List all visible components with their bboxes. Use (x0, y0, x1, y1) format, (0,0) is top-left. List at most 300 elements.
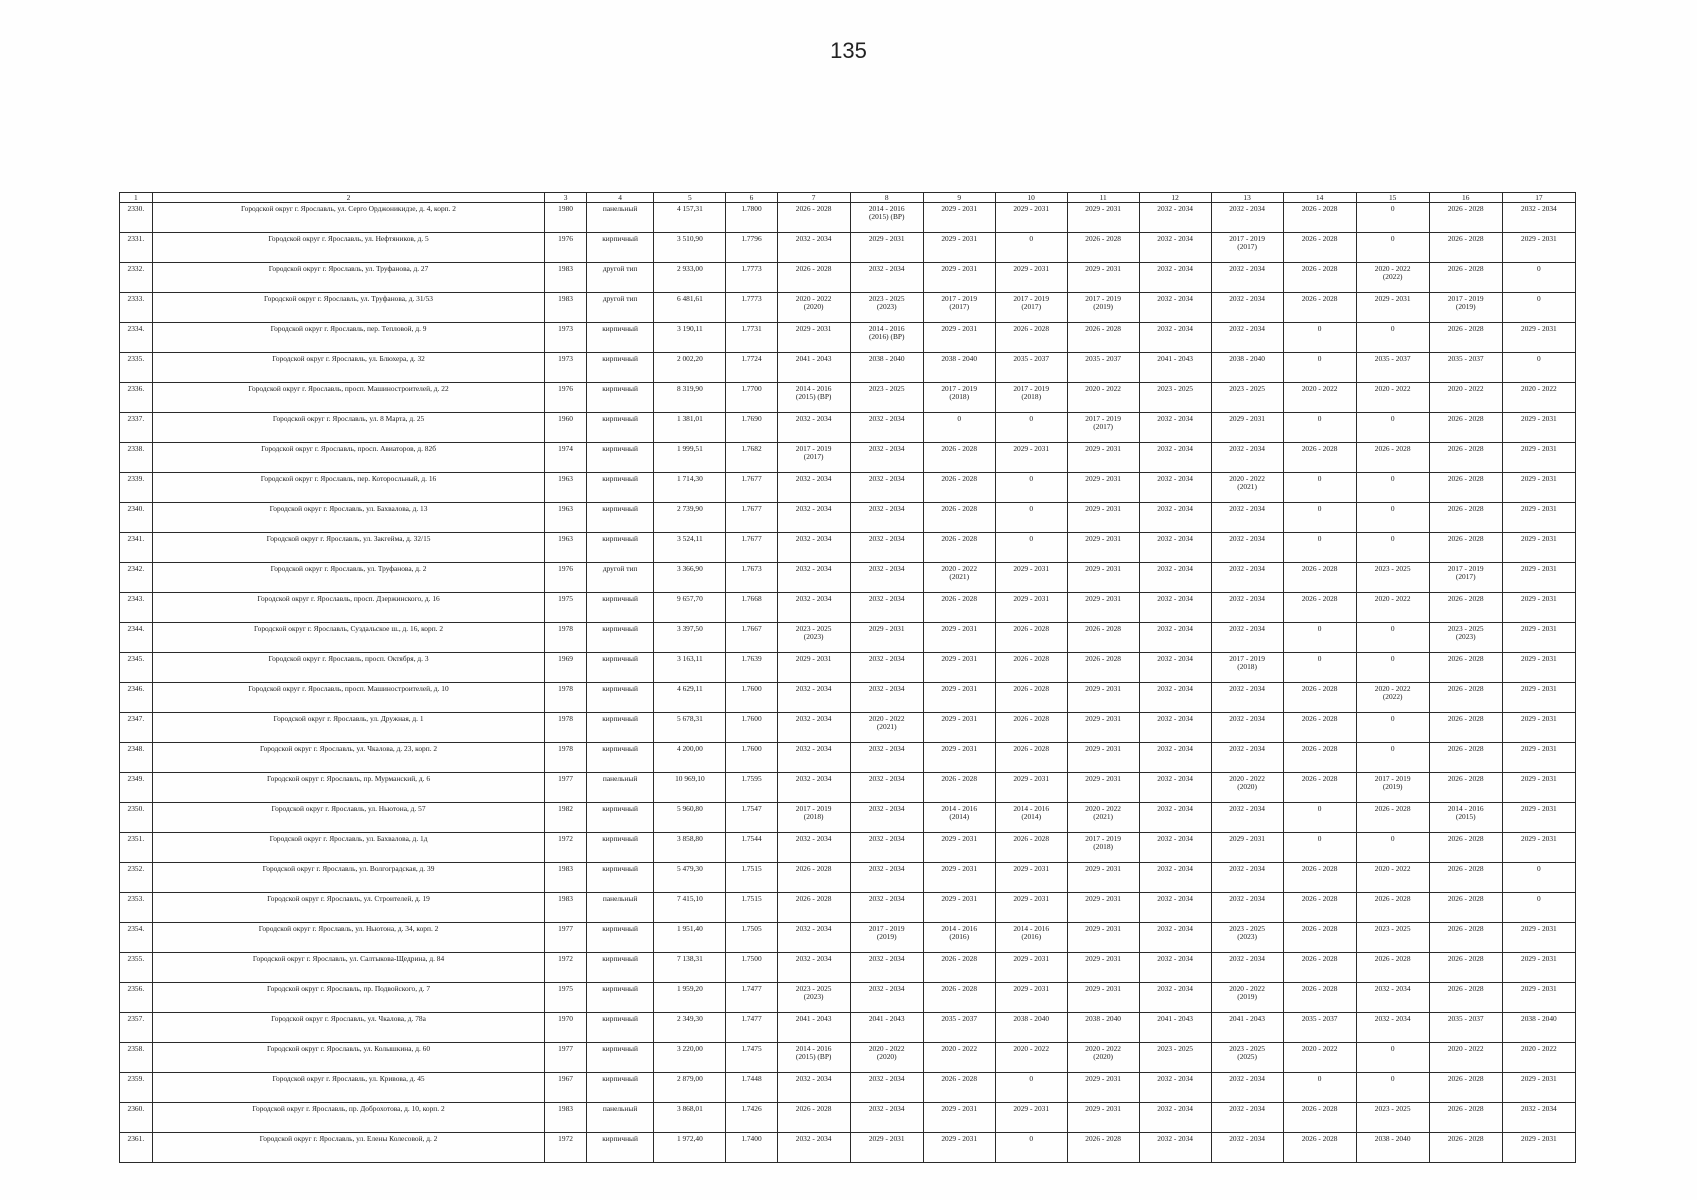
wall-material-cell: кирпичный (586, 473, 654, 503)
repair-period-cell-col-15: 0 (1356, 503, 1429, 533)
priority-coefficient-cell: 1.7800 (726, 203, 777, 233)
priority-coefficient-cell: 1.7600 (726, 713, 777, 743)
repair-period-cell-col-11: 2029 - 2031 (1067, 773, 1139, 803)
column-number-header: 12 (1139, 193, 1211, 203)
repair-period-cell-col-10: 2026 - 2028 (995, 683, 1067, 713)
build-year-cell: 1967 (545, 1073, 586, 1103)
repair-period-cell-col-16: 2026 - 2028 (1429, 1073, 1502, 1103)
wall-material-cell: другой тип (586, 263, 654, 293)
address-cell: Городской округ г. Ярославль, ул. Труфанова, д. 2 (152, 563, 545, 593)
wall-material-cell: кирпичный (586, 383, 654, 413)
repair-period-cell-col-12: 2032 - 2034 (1139, 293, 1211, 323)
table-row (120, 983, 1576, 1013)
build-year-cell: 1977 (545, 923, 586, 953)
repair-period-cell-col-7: 2029 - 2031 (777, 653, 850, 683)
repair-period-cell-col-11: 2029 - 2031 (1067, 893, 1139, 923)
repair-period-cell-col-12: 2032 - 2034 (1139, 563, 1211, 593)
repair-period-cell-col-13: 2023 - 2025 (1211, 383, 1283, 413)
repair-period-cell-col-17: 2032 - 2034 (1502, 1103, 1575, 1133)
wall-material-cell: панельный (586, 203, 654, 233)
repair-period-cell-col-16: 2026 - 2028 (1429, 323, 1502, 353)
repair-period-cell-col-16: 2026 - 2028 (1429, 923, 1502, 953)
row-number-cell: 2334. (120, 323, 153, 353)
repair-period-cell-col-12: 2032 - 2034 (1139, 473, 1211, 503)
repair-period-cell-col-8: 2023 - 2025 (850, 383, 923, 413)
priority-coefficient-cell: 1.7700 (726, 383, 777, 413)
address-cell: Городской округ г. Ярославль, ул. Салтыкова-Щедрина, д. 84 (152, 953, 545, 983)
repair-period-cell-col-9: 2038 - 2040 (923, 353, 995, 383)
repair-period-cell-col-11: 2029 - 2031 (1067, 863, 1139, 893)
repair-period-cell-col-11: 2029 - 2031 (1067, 953, 1139, 983)
column-number-header: 6 (726, 193, 777, 203)
repair-period-cell-col-14: 0 (1283, 413, 1356, 443)
repair-period-cell-col-16: 2026 - 2028 (1429, 743, 1502, 773)
repair-period-cell-col-11: 2029 - 2031 (1067, 203, 1139, 233)
repair-period-cell-col-10: 2029 - 2031 (995, 593, 1067, 623)
total-area-cell: 5 678,31 (654, 713, 726, 743)
repair-period-cell-col-14: 2026 - 2028 (1283, 203, 1356, 233)
address-cell: Городской округ г. Ярославль, ул. Блюхера, д. 32 (152, 353, 545, 383)
repair-period-cell-col-17: 2020 - 2022 (1502, 1043, 1575, 1073)
repair-period-cell-col-15: 2035 - 2037 (1356, 353, 1429, 383)
repair-period-cell-col-12: 2032 - 2034 (1139, 803, 1211, 833)
total-area-cell: 2 002,20 (654, 353, 726, 383)
address-cell: Городской округ г. Ярославль, ул. Строителей, д. 19 (152, 893, 545, 923)
repair-period-cell-col-17: 2029 - 2031 (1502, 473, 1575, 503)
repair-period-cell-col-12: 2032 - 2034 (1139, 443, 1211, 473)
repair-period-cell-col-7: 2026 - 2028 (777, 263, 850, 293)
repair-period-cell-col-8: 2032 - 2034 (850, 893, 923, 923)
repair-period-cell-col-15: 2023 - 2025 (1356, 1103, 1429, 1133)
repair-period-cell-col-11: 2020 - 2022 (2020) (1067, 1043, 1139, 1073)
repair-period-cell-col-15: 2032 - 2034 (1356, 1013, 1429, 1043)
wall-material-cell: кирпичный (586, 623, 654, 653)
repair-period-cell-col-14: 2026 - 2028 (1283, 1133, 1356, 1163)
repair-period-cell-col-13: 2020 - 2022 (2020) (1211, 773, 1283, 803)
repair-period-cell-col-16: 2026 - 2028 (1429, 263, 1502, 293)
address-cell: Городской округ г. Ярославль, просп. Дзержинского, д. 16 (152, 593, 545, 623)
column-number-header: 14 (1283, 193, 1356, 203)
repair-period-cell-col-14: 2026 - 2028 (1283, 773, 1356, 803)
wall-material-cell: кирпичный (586, 923, 654, 953)
repair-period-cell-col-9: 2029 - 2031 (923, 713, 995, 743)
repair-period-cell-col-8: 2017 - 2019 (2019) (850, 923, 923, 953)
repair-period-cell-col-13: 2032 - 2034 (1211, 953, 1283, 983)
repair-period-cell-col-7: 2029 - 2031 (777, 323, 850, 353)
wall-material-cell: кирпичный (586, 503, 654, 533)
repair-period-cell-col-9: 2029 - 2031 (923, 623, 995, 653)
address-cell: Городской округ г. Ярославль, ул. Бахвалова, д. 1д (152, 833, 545, 863)
repair-period-cell-col-15: 2026 - 2028 (1356, 803, 1429, 833)
priority-coefficient-cell: 1.7677 (726, 503, 777, 533)
repair-period-cell-col-7: 2026 - 2028 (777, 203, 850, 233)
wall-material-cell: кирпичный (586, 353, 654, 383)
table-row (120, 563, 1576, 593)
repair-period-cell-col-14: 2026 - 2028 (1283, 293, 1356, 323)
total-area-cell: 1 381,01 (654, 413, 726, 443)
total-area-cell: 3 510,90 (654, 233, 726, 263)
repair-period-cell-col-10: 2026 - 2028 (995, 323, 1067, 353)
table-row (120, 713, 1576, 743)
repair-period-cell-col-7: 2020 - 2022 (2020) (777, 293, 850, 323)
repair-period-cell-col-10: 2035 - 2037 (995, 353, 1067, 383)
repair-period-cell-col-16: 2026 - 2028 (1429, 893, 1502, 923)
repair-period-cell-col-17: 2029 - 2031 (1502, 923, 1575, 953)
priority-coefficient-cell: 1.7668 (726, 593, 777, 623)
repair-period-cell-col-11: 2029 - 2031 (1067, 1103, 1139, 1133)
repair-period-cell-col-17: 2029 - 2031 (1502, 443, 1575, 473)
row-number-cell: 2333. (120, 293, 153, 323)
repair-period-cell-col-14: 2026 - 2028 (1283, 1103, 1356, 1133)
address-cell: Городской округ г. Ярославль, Суздальское ш., д. 16, корп. 2 (152, 623, 545, 653)
repair-period-cell-col-10: 2029 - 2031 (995, 893, 1067, 923)
repair-period-cell-col-10: 0 (995, 503, 1067, 533)
repair-period-cell-col-10: 2017 - 2019 (2017) (995, 293, 1067, 323)
repair-period-cell-col-9: 2029 - 2031 (923, 263, 995, 293)
repair-period-cell-col-7: 2032 - 2034 (777, 743, 850, 773)
repair-period-cell-col-7: 2014 - 2016 (2015) (ВР) (777, 383, 850, 413)
repair-period-cell-col-14: 0 (1283, 1073, 1356, 1103)
build-year-cell: 1975 (545, 983, 586, 1013)
wall-material-cell: кирпичный (586, 233, 654, 263)
repair-period-cell-col-17: 0 (1502, 353, 1575, 383)
priority-coefficient-cell: 1.7667 (726, 623, 777, 653)
priority-coefficient-cell: 1.7673 (726, 563, 777, 593)
repair-period-cell-col-11: 2020 - 2022 (2021) (1067, 803, 1139, 833)
repair-period-cell-col-11: 2029 - 2031 (1067, 713, 1139, 743)
repair-period-cell-col-13: 2032 - 2034 (1211, 203, 1283, 233)
row-number-cell: 2347. (120, 713, 153, 743)
repair-period-cell-col-16: 2026 - 2028 (1429, 833, 1502, 863)
repair-period-cell-col-13: 2032 - 2034 (1211, 1133, 1283, 1163)
column-number-header: 10 (995, 193, 1067, 203)
build-year-cell: 1983 (545, 1103, 586, 1133)
total-area-cell: 10 969,10 (654, 773, 726, 803)
repair-period-cell-col-13: 2032 - 2034 (1211, 1103, 1283, 1133)
address-cell: Городской округ г. Ярославль, ул. 8 Марта, д. 25 (152, 413, 545, 443)
row-number-cell: 2349. (120, 773, 153, 803)
repair-period-cell-col-7: 2026 - 2028 (777, 893, 850, 923)
repair-period-cell-col-12: 2032 - 2034 (1139, 1073, 1211, 1103)
total-area-cell: 4 157,31 (654, 203, 726, 233)
priority-coefficient-cell: 1.7796 (726, 233, 777, 263)
repair-period-cell-col-15: 0 (1356, 533, 1429, 563)
priority-coefficient-cell: 1.7515 (726, 893, 777, 923)
repair-period-cell-col-12: 2032 - 2034 (1139, 203, 1211, 233)
repair-period-cell-col-9: 2014 - 2016 (2016) (923, 923, 995, 953)
repair-period-cell-col-15: 0 (1356, 203, 1429, 233)
repair-period-cell-col-10: 2014 - 2016 (2016) (995, 923, 1067, 953)
repair-period-cell-col-7: 2032 - 2034 (777, 683, 850, 713)
repair-period-cell-col-14: 2026 - 2028 (1283, 953, 1356, 983)
repair-period-cell-col-10: 2029 - 2031 (995, 263, 1067, 293)
total-area-cell: 1 959,20 (654, 983, 726, 1013)
repair-period-cell-col-15: 0 (1356, 233, 1429, 263)
repair-period-cell-col-17: 2029 - 2031 (1502, 503, 1575, 533)
address-cell: Городской округ г. Ярославль, ул. Дружная, д. 1 (152, 713, 545, 743)
repair-period-cell-col-11: 2029 - 2031 (1067, 983, 1139, 1013)
repair-period-cell-col-8: 2032 - 2034 (850, 953, 923, 983)
repair-period-cell-col-16: 2035 - 2037 (1429, 1013, 1502, 1043)
build-year-cell: 1963 (545, 503, 586, 533)
total-area-cell: 3 220,00 (654, 1043, 726, 1073)
total-area-cell: 5 479,30 (654, 863, 726, 893)
table-row (120, 893, 1576, 923)
repair-period-cell-col-10: 2020 - 2022 (995, 1043, 1067, 1073)
table-row (120, 1043, 1576, 1073)
repair-period-cell-col-11: 2029 - 2031 (1067, 263, 1139, 293)
repair-period-cell-col-16: 2026 - 2028 (1429, 713, 1502, 743)
repair-period-cell-col-14: 2026 - 2028 (1283, 983, 1356, 1013)
repair-period-cell-col-10: 2026 - 2028 (995, 833, 1067, 863)
table-row (120, 443, 1576, 473)
repair-period-cell-col-12: 2032 - 2034 (1139, 743, 1211, 773)
priority-coefficient-cell: 1.7477 (726, 1013, 777, 1043)
table-row (120, 353, 1576, 383)
total-area-cell: 2 349,30 (654, 1013, 726, 1043)
address-cell: Городской округ г. Ярославль, ул. Ньютона, д. 34, корп. 2 (152, 923, 545, 953)
table-row (120, 773, 1576, 803)
build-year-cell: 1973 (545, 323, 586, 353)
repair-period-cell-col-8: 2032 - 2034 (850, 593, 923, 623)
priority-coefficient-cell: 1.7731 (726, 323, 777, 353)
repair-period-cell-col-16: 2035 - 2037 (1429, 353, 1502, 383)
repair-period-cell-col-15: 0 (1356, 413, 1429, 443)
repair-period-cell-col-13: 2032 - 2034 (1211, 803, 1283, 833)
repair-period-cell-col-9: 2026 - 2028 (923, 983, 995, 1013)
address-cell: Городской округ г. Ярославль, просп. Машиностроителей, д. 22 (152, 383, 545, 413)
table-row (120, 203, 1576, 233)
repair-period-cell-col-9: 2020 - 2022 (923, 1043, 995, 1073)
repair-period-cell-col-15: 2017 - 2019 (2019) (1356, 773, 1429, 803)
row-number-cell: 2340. (120, 503, 153, 533)
repair-period-cell-col-8: 2029 - 2031 (850, 1133, 923, 1163)
build-year-cell: 1972 (545, 953, 586, 983)
table-row (120, 653, 1576, 683)
repair-period-cell-col-11: 2026 - 2028 (1067, 653, 1139, 683)
repair-period-cell-col-7: 2032 - 2034 (777, 1133, 850, 1163)
total-area-cell: 3 397,50 (654, 623, 726, 653)
repair-period-cell-col-10: 0 (995, 473, 1067, 503)
row-number-cell: 2332. (120, 263, 153, 293)
repair-period-cell-col-11: 2026 - 2028 (1067, 233, 1139, 263)
priority-coefficient-cell: 1.7544 (726, 833, 777, 863)
wall-material-cell: кирпичный (586, 743, 654, 773)
repair-period-cell-col-11: 2029 - 2031 (1067, 683, 1139, 713)
repair-period-cell-col-7: 2032 - 2034 (777, 473, 850, 503)
address-cell: Городской округ г. Ярославль, ул. Серго Орджоникидзе, д. 4, корп. 2 (152, 203, 545, 233)
repair-period-cell-col-8: 2032 - 2034 (850, 863, 923, 893)
repair-period-cell-col-13: 2032 - 2034 (1211, 593, 1283, 623)
repair-period-cell-col-12: 2032 - 2034 (1139, 683, 1211, 713)
priority-coefficient-cell: 1.7595 (726, 773, 777, 803)
repair-period-cell-col-15: 2029 - 2031 (1356, 293, 1429, 323)
repair-period-cell-col-14: 0 (1283, 503, 1356, 533)
address-cell: Городской округ г. Ярославль, ул. Ньютона, д. 57 (152, 803, 545, 833)
address-cell: Городской округ г. Ярославль, ул. Кривова, д. 45 (152, 1073, 545, 1103)
repair-period-cell-col-11: 2029 - 2031 (1067, 923, 1139, 953)
table-row (120, 803, 1576, 833)
repair-period-cell-col-14: 2026 - 2028 (1283, 563, 1356, 593)
wall-material-cell: кирпичный (586, 443, 654, 473)
priority-coefficient-cell: 1.7400 (726, 1133, 777, 1163)
repair-period-cell-col-10: 2029 - 2031 (995, 773, 1067, 803)
repair-period-cell-col-7: 2041 - 2043 (777, 353, 850, 383)
column-number-header: 11 (1067, 193, 1139, 203)
repair-period-cell-col-10: 2014 - 2016 (2014) (995, 803, 1067, 833)
priority-coefficient-cell: 1.7773 (726, 263, 777, 293)
repair-period-cell-col-8: 2032 - 2034 (850, 653, 923, 683)
column-number-header: 2 (152, 193, 545, 203)
repair-period-cell-col-10: 2029 - 2031 (995, 443, 1067, 473)
repair-period-cell-col-13: 2029 - 2031 (1211, 833, 1283, 863)
priority-coefficient-cell: 1.7773 (726, 293, 777, 323)
table-row (120, 623, 1576, 653)
row-number-cell: 2355. (120, 953, 153, 983)
repair-period-cell-col-17: 2029 - 2031 (1502, 533, 1575, 563)
repair-period-cell-col-13: 2032 - 2034 (1211, 743, 1283, 773)
wall-material-cell: кирпичный (586, 983, 654, 1013)
row-number-cell: 2345. (120, 653, 153, 683)
table-row (120, 1073, 1576, 1103)
build-year-cell: 1978 (545, 713, 586, 743)
repair-period-cell-col-17: 2029 - 2031 (1502, 623, 1575, 653)
row-number-cell: 2341. (120, 533, 153, 563)
address-cell: Городской округ г. Ярославль, просп. Машиностроителей, д. 10 (152, 683, 545, 713)
build-year-cell: 1970 (545, 1013, 586, 1043)
row-number-cell: 2352. (120, 863, 153, 893)
repair-period-cell-col-11: 2029 - 2031 (1067, 593, 1139, 623)
priority-coefficient-cell: 1.7682 (726, 443, 777, 473)
repair-period-cell-col-7: 2026 - 2028 (777, 1103, 850, 1133)
repair-period-cell-col-16: 2023 - 2025 (2023) (1429, 623, 1502, 653)
address-cell: Городской округ г. Ярославль, пр. Мурманский, д. 6 (152, 773, 545, 803)
total-area-cell: 3 858,80 (654, 833, 726, 863)
build-year-cell: 1975 (545, 593, 586, 623)
table-row (120, 383, 1576, 413)
repair-period-cell-col-16: 2026 - 2028 (1429, 203, 1502, 233)
table-row (120, 1103, 1576, 1133)
repair-period-cell-col-7: 2032 - 2034 (777, 1073, 850, 1103)
repair-period-cell-col-12: 2032 - 2034 (1139, 653, 1211, 683)
repair-period-cell-col-9: 2029 - 2031 (923, 233, 995, 263)
table-row (120, 833, 1576, 863)
table-row (120, 473, 1576, 503)
wall-material-cell: кирпичный (586, 1013, 654, 1043)
repair-period-cell-col-11: 2026 - 2028 (1067, 1133, 1139, 1163)
repair-period-cell-col-13: 2029 - 2031 (1211, 413, 1283, 443)
repair-period-cell-col-11: 2026 - 2028 (1067, 323, 1139, 353)
wall-material-cell: кирпичный (586, 653, 654, 683)
repair-period-cell-col-8: 2014 - 2016 (2016) (ВР) (850, 323, 923, 353)
row-number-cell: 2337. (120, 413, 153, 443)
wall-material-cell: другой тип (586, 293, 654, 323)
repair-period-cell-col-17: 2032 - 2034 (1502, 203, 1575, 233)
wall-material-cell: кирпичный (586, 413, 654, 443)
row-number-cell: 2358. (120, 1043, 153, 1073)
repair-period-cell-col-15: 2020 - 2022 (1356, 383, 1429, 413)
repair-period-cell-col-14: 2026 - 2028 (1283, 893, 1356, 923)
repair-period-cell-col-15: 2032 - 2034 (1356, 983, 1429, 1013)
column-number-header-row (120, 193, 1576, 203)
repair-period-cell-col-14: 2026 - 2028 (1283, 593, 1356, 623)
repair-period-cell-col-8: 2020 - 2022 (2021) (850, 713, 923, 743)
repair-period-cell-col-10: 2029 - 2031 (995, 983, 1067, 1013)
repair-period-cell-col-9: 2014 - 2016 (2014) (923, 803, 995, 833)
repair-period-cell-col-16: 2026 - 2028 (1429, 473, 1502, 503)
repair-period-cell-col-12: 2032 - 2034 (1139, 833, 1211, 863)
repair-period-cell-col-10: 0 (995, 1073, 1067, 1103)
column-number-header: 16 (1429, 193, 1502, 203)
repair-period-cell-col-16: 2020 - 2022 (1429, 383, 1502, 413)
repair-period-cell-col-12: 2032 - 2034 (1139, 623, 1211, 653)
repair-period-cell-col-8: 2023 - 2025 (2023) (850, 293, 923, 323)
repair-period-cell-col-12: 2032 - 2034 (1139, 263, 1211, 293)
address-cell: Городской округ г. Ярославль, пер. Которосльный, д. 16 (152, 473, 545, 503)
repair-period-cell-col-11: 2035 - 2037 (1067, 353, 1139, 383)
build-year-cell: 1978 (545, 683, 586, 713)
repair-period-cell-col-14: 2026 - 2028 (1283, 233, 1356, 263)
repair-period-cell-col-9: 2020 - 2022 (2021) (923, 563, 995, 593)
repair-period-cell-col-17: 2029 - 2031 (1502, 593, 1575, 623)
priority-coefficient-cell: 1.7475 (726, 1043, 777, 1073)
column-number-header: 8 (850, 193, 923, 203)
repair-period-cell-col-11: 2017 - 2019 (2019) (1067, 293, 1139, 323)
table-row (120, 1133, 1576, 1163)
column-number-header: 17 (1502, 193, 1575, 203)
repair-period-cell-col-15: 2020 - 2022 (2022) (1356, 263, 1429, 293)
priority-coefficient-cell: 1.7426 (726, 1103, 777, 1133)
table-row (120, 293, 1576, 323)
table-row (120, 413, 1576, 443)
build-year-cell: 1977 (545, 1043, 586, 1073)
repair-period-cell-col-17: 0 (1502, 893, 1575, 923)
repair-period-cell-col-17: 2029 - 2031 (1502, 743, 1575, 773)
repair-period-cell-col-13: 2032 - 2034 (1211, 503, 1283, 533)
repair-period-cell-col-9: 2026 - 2028 (923, 593, 995, 623)
row-number-cell: 2351. (120, 833, 153, 863)
repair-period-cell-col-9: 2026 - 2028 (923, 773, 995, 803)
priority-coefficient-cell: 1.7724 (726, 353, 777, 383)
total-area-cell: 3 524,11 (654, 533, 726, 563)
repair-period-cell-col-11: 2017 - 2019 (2018) (1067, 833, 1139, 863)
repair-period-cell-col-8: 2032 - 2034 (850, 563, 923, 593)
address-cell: Городской округ г. Ярославль, ул. Труфанова, д. 31/53 (152, 293, 545, 323)
repair-period-cell-col-14: 0 (1283, 353, 1356, 383)
column-number-header: 5 (654, 193, 726, 203)
repair-period-cell-col-15: 0 (1356, 713, 1429, 743)
repair-period-cell-col-17: 2029 - 2031 (1502, 1073, 1575, 1103)
repair-period-cell-col-9: 2029 - 2031 (923, 323, 995, 353)
total-area-cell: 1 714,30 (654, 473, 726, 503)
repair-period-cell-col-12: 2032 - 2034 (1139, 713, 1211, 743)
repair-period-cell-col-13: 2032 - 2034 (1211, 293, 1283, 323)
repair-period-cell-col-10: 0 (995, 533, 1067, 563)
repair-period-cell-col-7: 2041 - 2043 (777, 1013, 850, 1043)
repair-period-cell-col-8: 2038 - 2040 (850, 353, 923, 383)
wall-material-cell: другой тип (586, 563, 654, 593)
repair-period-cell-col-12: 2032 - 2034 (1139, 863, 1211, 893)
repair-period-cell-col-11: 2029 - 2031 (1067, 503, 1139, 533)
repair-period-cell-col-15: 0 (1356, 623, 1429, 653)
repair-period-cell-col-12: 2032 - 2034 (1139, 1103, 1211, 1133)
repair-period-cell-col-10: 0 (995, 1133, 1067, 1163)
repair-period-cell-col-11: 2029 - 2031 (1067, 473, 1139, 503)
repair-period-cell-col-8: 2032 - 2034 (850, 833, 923, 863)
repair-period-cell-col-17: 2029 - 2031 (1502, 323, 1575, 353)
repair-period-cell-col-15: 2026 - 2028 (1356, 953, 1429, 983)
repair-period-cell-col-14: 2026 - 2028 (1283, 713, 1356, 743)
